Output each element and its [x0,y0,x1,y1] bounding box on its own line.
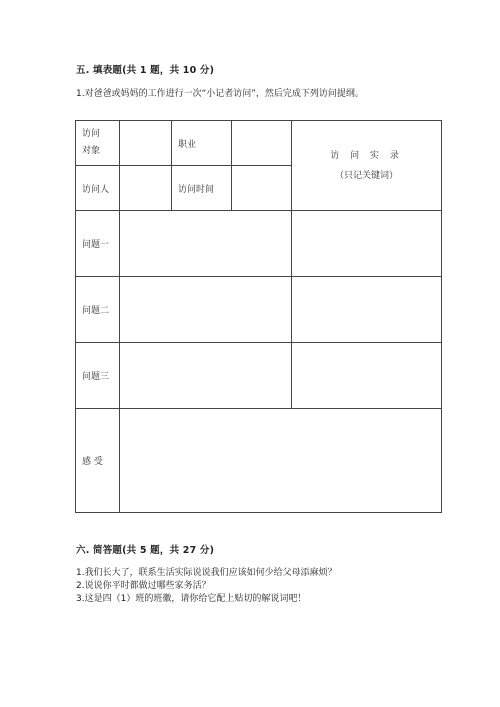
table-row [76,277,442,343]
record-note: （只记关键词） [334,170,398,181]
question-one-record[interactable] [292,211,442,277]
interview-object-field[interactable] [120,121,172,166]
question-three-label: 问题三 [76,343,120,409]
record-title: 访 问 实 录 [330,150,403,161]
table-row [76,121,442,166]
interview-table [75,120,442,513]
job-field[interactable] [232,121,292,166]
record-header [292,121,442,211]
interview-time-label: 访问时间 [172,166,232,211]
question-two-label: 问题二 [76,277,120,343]
question-one-label: 问题一 [76,211,120,277]
table-row [76,409,442,513]
interviewer-label: 访问人 [76,166,120,211]
job-label: 职业 [172,121,232,166]
section-6-title: 六. 简答题(共 5 题，共 27 分) [76,545,215,556]
section-5-title: 五. 填表题(共 1 题，共 10 分) [76,65,215,76]
question-one-field[interactable] [120,211,292,277]
section-6-question-1: 1.我们长大了，联系生活实际说说我们应该如何少给父母添麻烦？ [76,568,337,578]
question-three-record[interactable] [292,343,442,409]
feeling-label: 感 受 [76,409,120,513]
interviewer-field[interactable] [120,166,172,211]
interview-object-label-line1: 访问 [82,129,101,139]
question-two-record[interactable] [292,277,442,343]
interview-object-label-line2: 对象 [82,146,101,156]
table-row [76,343,442,409]
question-two-field[interactable] [120,277,292,343]
section-6-question-3: 3.这是四（1）班的班徽，请你给它配上贴切的解说词吧！ [76,594,307,604]
question-three-field[interactable] [120,343,292,409]
interview-object-label [76,121,120,166]
table-row [76,211,442,277]
section-5-question-1: 1.对爸爸或妈妈的工作进行一次“小记者访问”，然后完成下列访问提纲。 [76,89,364,99]
section-6-question-2: 2.说说你平时都做过哪些家务活？ [76,581,211,591]
feeling-field[interactable] [120,409,442,513]
interview-time-field[interactable] [232,166,292,211]
